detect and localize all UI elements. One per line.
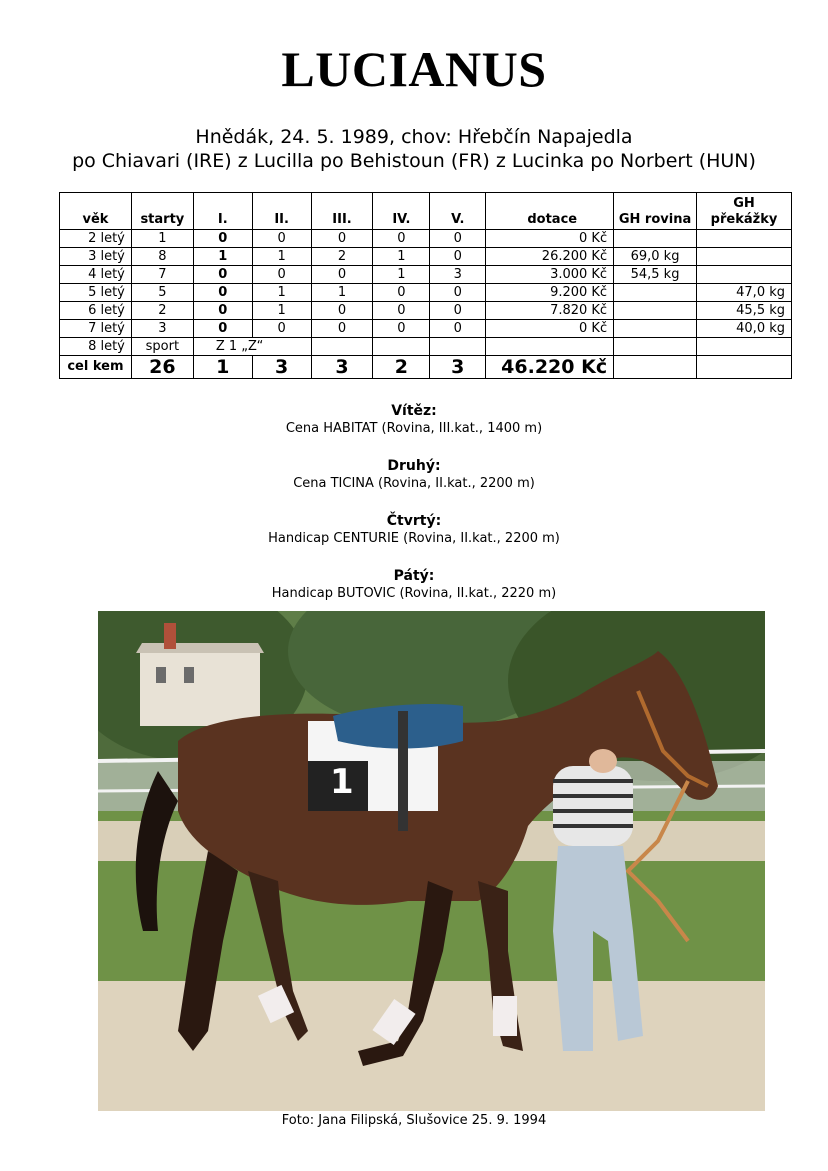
table-row-total [60, 356, 792, 379]
placing-race: Handicap CENTURIE (Rovina, II.kat., 2200 m) [268, 531, 560, 546]
col-header-gh-flat: GH rovina [614, 193, 697, 230]
row-age: 3 letý [60, 248, 132, 266]
row-sport-result: Z 1 „Z“ [193, 338, 311, 356]
row-gh-jump: 47,0 kg [696, 284, 791, 302]
row-fourth: 1 [373, 248, 430, 266]
row-prize: 26.200 Kč [486, 248, 614, 266]
total-fifth: 3 [430, 356, 486, 379]
race-record-table [59, 192, 792, 379]
placing-race: Cena HABITAT (Rovina, III.kat., 1400 m) [285, 421, 543, 436]
col-header-fourth: IV. [373, 193, 430, 230]
table-row-sport [60, 338, 792, 356]
row-second: 0 [252, 266, 311, 284]
row-gh-flat: 54,5 kg [614, 266, 697, 284]
row-gh-flat [614, 320, 697, 338]
row-gh-jump: 45,5 kg [696, 302, 791, 320]
placings-list [0, 402, 828, 622]
row-fifth: 3 [430, 266, 486, 284]
row-second: 0 [252, 320, 311, 338]
row-fourth: 0 [373, 230, 430, 248]
row-fourth: 0 [373, 284, 430, 302]
row-fourth: 0 [373, 302, 430, 320]
table-row [60, 320, 792, 338]
row-fifth: 0 [430, 230, 486, 248]
row-third: 1 [311, 284, 373, 302]
placing-item [0, 512, 828, 567]
row-second: 1 [252, 302, 311, 320]
col-header-age: věk [60, 193, 132, 230]
row-first: 0 [193, 320, 252, 338]
row-third: 2 [311, 248, 373, 266]
row-fifth: 0 [430, 302, 486, 320]
row-third: 0 [311, 320, 373, 338]
pedigree-line: po Chiavari (IRE) z Lucilla po Behistoun (FR) z Lucinka po Norbert (HUN) [72, 150, 756, 172]
horse-info-line: Hnědák, 24. 5. 1989, chov: Hřebčín Napajedla [195, 126, 633, 148]
row-gh-jump [696, 266, 791, 284]
placing-label: Pátý: [393, 568, 435, 584]
horse-name-title: LUCIANUS [281, 41, 547, 97]
col-header-prize: dotace [486, 193, 614, 230]
table-row [60, 302, 792, 320]
row-sport-note: sport [131, 338, 193, 356]
total-starts: 26 [131, 356, 193, 379]
row-second: 1 [252, 284, 311, 302]
row-gh-flat [614, 230, 697, 248]
row-prize: 0 Kč [486, 320, 614, 338]
col-header-first: I. [193, 193, 252, 230]
placing-label: Druhý: [387, 458, 441, 474]
total-fourth: 2 [373, 356, 430, 379]
table-header-row [60, 193, 792, 230]
row-starts: 2 [131, 302, 193, 320]
row-fourth: 0 [373, 320, 430, 338]
handler-shirt [553, 766, 633, 846]
saddle-number: 1 [330, 762, 354, 802]
row-third: 0 [311, 266, 373, 284]
row-fourth: 1 [373, 266, 430, 284]
total-label: cel kem [60, 356, 132, 379]
placing-label: Vítěz: [391, 403, 437, 419]
row-starts: 8 [131, 248, 193, 266]
row-age: 6 letý [60, 302, 132, 320]
horse-photo [98, 611, 765, 1111]
row-age: 4 letý [60, 266, 132, 284]
placing-item [0, 457, 828, 512]
table-row [60, 230, 792, 248]
row-fifth: 0 [430, 284, 486, 302]
placing-race: Handicap BUTOVIC (Rovina, II.kat., 2220 m) [271, 586, 557, 601]
table-row [60, 266, 792, 284]
row-starts: 7 [131, 266, 193, 284]
row-age: 5 letý [60, 284, 132, 302]
placing-race: Cena TICINA (Rovina, II.kat., 2200 m) [293, 476, 535, 491]
placing-item [0, 402, 828, 457]
col-header-starts: starty [131, 193, 193, 230]
row-age: 2 letý [60, 230, 132, 248]
row-third: 0 [311, 302, 373, 320]
total-second: 3 [252, 356, 311, 379]
row-third: 0 [311, 230, 373, 248]
row-fifth: 0 [430, 320, 486, 338]
row-starts: 5 [131, 284, 193, 302]
row-starts: 3 [131, 320, 193, 338]
total-prize: 46.220 Kč [486, 356, 614, 379]
row-first: 0 [193, 266, 252, 284]
placing-label: Čtvrtý: [386, 513, 442, 529]
row-gh-flat [614, 284, 697, 302]
row-first: 1 [193, 248, 252, 266]
row-first: 0 [193, 284, 252, 302]
row-first: 0 [193, 302, 252, 320]
row-gh-flat: 69,0 kg [614, 248, 697, 266]
col-header-fifth: V. [430, 193, 486, 230]
table-row [60, 248, 792, 266]
row-prize: 0 Kč [486, 230, 614, 248]
col-header-second: II. [252, 193, 311, 230]
total-first: 1 [193, 356, 252, 379]
row-fifth: 0 [430, 248, 486, 266]
row-age: 7 letý [60, 320, 132, 338]
building [140, 651, 260, 726]
row-gh-jump [696, 230, 791, 248]
row-gh-jump [696, 248, 791, 266]
row-starts: 1 [131, 230, 193, 248]
photo-caption: Foto: Jana Filipská, Slušovice 25. 9. 1994 [281, 1113, 547, 1128]
row-second: 1 [252, 248, 311, 266]
row-prize: 7.820 Kč [486, 302, 614, 320]
row-age: 8 letý [60, 338, 132, 356]
row-gh-flat [614, 302, 697, 320]
row-second: 0 [252, 230, 311, 248]
row-prize: 9.200 Kč [486, 284, 614, 302]
col-header-gh-jump: GH překážky [696, 193, 791, 230]
col-header-third: III. [311, 193, 373, 230]
row-prize: 3.000 Kč [486, 266, 614, 284]
row-gh-jump: 40,0 kg [696, 320, 791, 338]
row-first: 0 [193, 230, 252, 248]
table-row [60, 284, 792, 302]
total-third: 3 [311, 356, 373, 379]
